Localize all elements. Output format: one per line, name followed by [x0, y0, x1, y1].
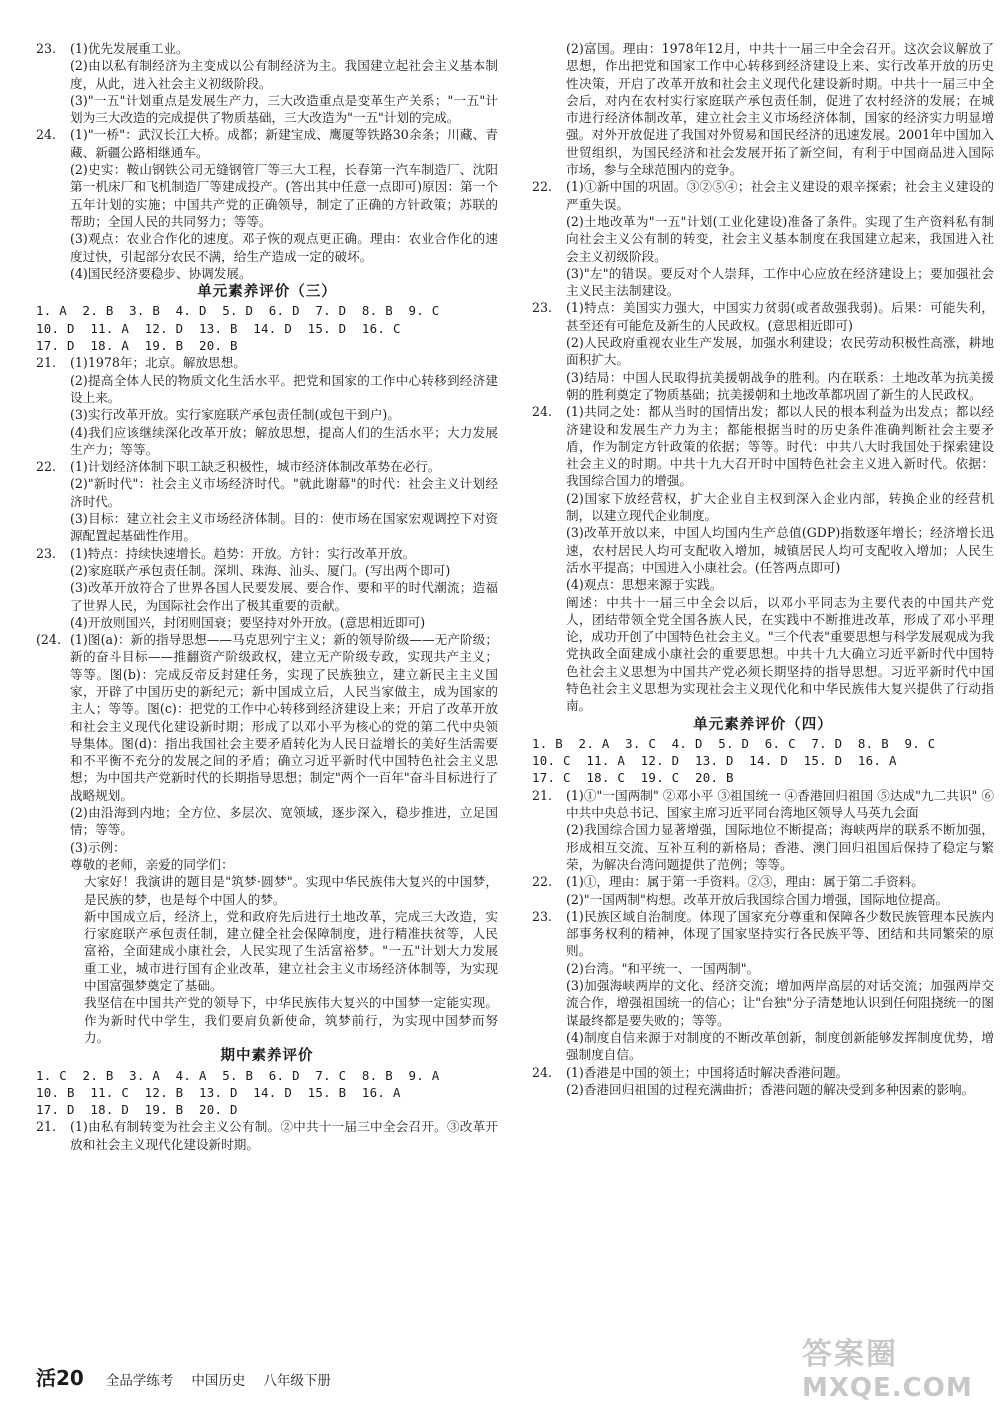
- answer-paragraph: (4)制度自信来源于对制度的不断改革创新，制度创新能够发挥制度优势，增强制度自信。: [566, 1029, 994, 1063]
- answer-paragraph: (2)家庭联产承包责任制。深圳、珠海、汕头、厦门。(写出两个即可): [70, 562, 451, 578]
- page-number: 活20: [36, 1366, 84, 1390]
- answer-paragraph: (2)人民政府重视农业生产发展，加强水利建设；农民劳动积极性高涨，耕地面积扩大。: [566, 335, 994, 368]
- question-block: [36, 545, 498, 562]
- answer-text: (1)计划经济体制下职工缺乏积极性，城市经济体制改革势在必行。: [70, 459, 441, 475]
- question-number: (24.: [36, 632, 61, 648]
- answer-paragraph: 尊敬的老师，亲爱的同学们：: [70, 856, 234, 872]
- choice-answers: 10. C 11. A 12. D 13. D 14. D 15. D 16. A: [532, 753, 897, 769]
- choice-answers: 1. B 2. A 3. C 4. D 5. D 6. C 7. D 8. B 9. C: [532, 735, 936, 751]
- answer-paragraph: (2)史实：鞍山钢铁公司无缝钢管厂等三大工程，长春第一汽车制造厂、沈阳第一机床厂和飞机制造厂等建成投产。(答出其中任意一点即可)原因：第一个五年计划的实施；中国共产党的正确领导，制定了正确的方针政策；苏联的帮助；全国人民的共同努力；等等。: [70, 162, 498, 229]
- answer-text: (1)"一桥"：武汉长江大桥。成都；新建宝成、鹰厦等铁路30余条；川藏、青藏、新疆公路相继通车。: [70, 127, 498, 160]
- answer-text: (1)①，理由：属于第一手资料。②③，理由：属于第二手资料。: [566, 874, 924, 890]
- question-number: 23.: [532, 908, 553, 924]
- answer-text: (1)特点：美国实力强大，中国实力贫弱(或者敌强我弱)。后果：可能失利，甚至还有可能危及新生的人民政权。(意思相近即可): [566, 300, 994, 333]
- question-number: 22.: [36, 459, 57, 475]
- watermark-line1: 答案圈: [802, 1337, 898, 1372]
- question-number: 21.: [36, 1119, 57, 1135]
- answer-paragraph: (3)目标：建立社会主义市场经济体制。目的：使市场在国家宏观调控下对资源配置起基础性作用。: [70, 511, 498, 544]
- question-block: [36, 631, 498, 804]
- question-number: 23.: [532, 300, 553, 316]
- answer-paragraph: 我坚信在中国共产党的领导下，中华民族伟大复兴的中国梦一定能实现。作为新时代中学生，我们要肩负新使命，筑梦前行，为实现中国梦而努力。: [84, 995, 498, 1045]
- section-heading: 单元素养评价（四）: [693, 716, 833, 733]
- answer-paragraph: (3)观点：农业合作化的速度。邓子恢的观点更正确。理由：农业合作化的速度过快，引起部分农民不满，给生产造成一定的破坏。: [70, 231, 498, 264]
- question-block: [532, 787, 994, 822]
- series-name: 全品学练考: [105, 1373, 174, 1389]
- answer-text: (1)由私有制转变为社会主义公有制。②中共十一届三中全会召开。③改革开放和社会主义现代化建设新时期。: [70, 1119, 498, 1152]
- question-block: [532, 299, 994, 334]
- answer-paragraph: (2)香港回归祖国的过程充满曲折；香港问题的解决受到多种因素的影响。: [566, 1081, 975, 1097]
- answer-text: (1)民族区域自治制度。体现了国家充分尊重和保障各少数民族管理本民族内部事务权利的精神，体现了国家坚持实行各民族平等、团结和共同繁荣的原则。: [566, 908, 994, 959]
- choice-answers: 17. D 18. A 19. B 20. B: [36, 338, 238, 354]
- page-footer: [36, 1362, 349, 1391]
- question-block: [532, 403, 994, 489]
- question-number: 22.: [532, 874, 553, 890]
- answer-paragraph: (3)实行改革开放。实行家庭联产承包责任制(或包干到户)。: [70, 407, 400, 423]
- question-number: 24.: [532, 404, 553, 420]
- section-heading: 单元素养评价（三）: [197, 284, 337, 301]
- choice-answers: 10. D 11. A 12. D 13. B 14. D 15. D 16. C: [36, 320, 401, 336]
- answer-paragraph: (2)我国综合国力显著增强，国际地位不断提高；海峡两岸的联系不断加强，形成相互交流、互补互利的新格局；香港、澳门回归祖国后保持了稳定与繁荣，为解决台湾问题提供了范例；等等。: [566, 822, 994, 872]
- answer-paragraph: (2)土地改革为"一五"计划(工业化建设)准备了条件。实现了生产资料私有制向社会主义公有制的转变，社会主义基本制度在我国建立起来，我国进入社会主义初级阶段。: [566, 213, 994, 264]
- choice-answers: 17. D 18. D 19. B 20. D: [36, 1102, 238, 1118]
- question-block: [36, 40, 498, 57]
- answer-paragraph: (3)改革开放以来，中国人均国内生产总值(GDP)指数逐年增长；经济增长迅速，农村居民人均可支配收入增加，城镇居民人均可支配收入增加；人民生活水平提高；中国进入小康社会。(任答两点即可): [566, 525, 994, 575]
- answer-paragraph: (2)台湾。"和平统一、一国两制"。: [566, 960, 760, 976]
- question-block: [532, 1064, 994, 1081]
- question-block: [532, 908, 994, 960]
- answer-text: (1)优先发展重工业。: [70, 41, 189, 56]
- question-number: 24.: [532, 1064, 553, 1080]
- choice-answers: 1. C 2. B 3. A 4. A 5. B 6. D 7. C 8. B 9. A: [36, 1067, 440, 1083]
- answer-paragraph: (3)改革开放符合了世界各国人民要发展、要合作、要和平的时代潮流；造福了世界人民，为国际社会作出了极其重要的贡献。: [70, 580, 498, 613]
- grade-name: 八年级下册: [263, 1373, 331, 1389]
- answer-paragraph: (3)"一五"计划重点是发展生产力，三大改造重点是变革生产关系；"一五"计划为三大改造的完成提供了物质基础，三大改造为"一五"计划的完成。: [70, 92, 498, 126]
- answer-paragraph: (3)结局：中国人民取得抗美援朝战争的胜利。内在联系：土地改革为抗美援朝的胜利奠定了物质基础；抗美援朝和土地改革都巩固了新生的人民政权。: [566, 369, 994, 402]
- question-number: 23.: [36, 545, 57, 561]
- question-block: [36, 458, 498, 475]
- answer-paragraph: (4)我们应该继续深化改革开放；解放思想，提高人们的生活水平；大力发展生产力；等等。: [70, 424, 498, 457]
- question-number: 23.: [36, 41, 57, 56]
- choice-answers: 1. A 2. B 3. B 4. D 5. D 6. D 7. D 8. B 9. C: [36, 303, 440, 319]
- answer-paragraph: (4)国民经济要稳步、协调发展。: [70, 265, 252, 281]
- question-block: [36, 354, 498, 371]
- answer-paragraph: (4)观点：思想来源于实践。: [566, 577, 723, 593]
- answer-paragraph: (2)由以私有制经济为主变成以公有制经济为主。我国建立起社会主义基本制度，从此，进入社会主义初级阶段。: [70, 58, 498, 91]
- answer-paragraph: (2)富国。理由：1978年12月，中共十一届三中全会召开。这次会议解放了思想，作出把党和国家工作中心转移到经济建设上来、实行改革开放的历史性决策，开启了改革开放和社会主义现代化建设新时期。中共十一届三中全会后，对内在农村实行家庭联产承包责任制，促进了农村经济的发展；在城市进行经济体制改革，建立社会主义市场经济体制，国家的经济实力明显增强。对外开放促进了我国对外贸易和国民经济的迅速发展。2001年中国加入世贸组织，为国民经济和社会发展开拓了新空间，有利于中国商品进入国际市场，参与全球范围内的竞争。: [566, 41, 994, 178]
- answer-paragraph: 大家好！我演讲的题目是"筑梦·圆梦"。实现中华民族伟大复兴的中国梦，是民族的梦，也是每个中国人的梦。: [84, 874, 498, 907]
- question-number: 21.: [532, 787, 553, 803]
- answer-paragraph: (3)"左"的错误。要反对个人崇拜，工作中心应放在经济建设上；要加强社会主义民主法制建设。: [566, 265, 994, 299]
- answer-text: (1)1978年；北京。解放思想。: [70, 355, 246, 371]
- answer-paragraph: (2)由沿海到内地；全方位、多层次、宽领域，逐步深入，稳步推进，立足国情；等等。: [70, 805, 498, 838]
- choice-answers: 17. C 18. C 19. C 20. B: [532, 770, 734, 786]
- answer-paragraph: (2)提高全体人民的物质文化生活水平。把党和国家的工作中心转移到经济建设上来。: [70, 372, 498, 405]
- answer-paragraph: (2)"新时代"：社会主义市场经济时代。"就此谢幕"的时代：社会主义计划经济时代。: [70, 476, 498, 509]
- watermark-logo: [802, 1329, 992, 1419]
- question-number: 22.: [532, 179, 553, 195]
- choice-answers: 10. B 11. C 12. B 13. D 14. D 15. B 16. A: [36, 1084, 401, 1100]
- question-number: 24.: [36, 127, 57, 143]
- right-column: [532, 40, 994, 1098]
- subject-name: 中国历史: [191, 1373, 246, 1389]
- answer-paragraph: (3)示例：: [70, 839, 126, 855]
- question-number: 21.: [36, 355, 57, 371]
- section-heading: 期中素养评价: [220, 1048, 314, 1065]
- answer-paragraph: (2)国家下放经营权，扩大企业自主权到深入企业内部，转换企业的经营机制，以建立现代企业制度。: [566, 490, 994, 524]
- answer-text: (1)共同之处：都从当时的国情出发；都以人民的根本利益为出发点；都以经济建设和发展生产力为主；都能根据当时的历史条件准确判断社会主要矛盾，作为制定方针政策的依据；等等。时代：中共八大时我国处于探索建设社会主义的时期。中共十九大召开时中国特色社会主义进入新时代。依据：我国综合国力的增强。: [566, 404, 994, 489]
- answer-paragraph: (3)加强海峡两岸的文化、经济交流；增加两岸高层的对话交流；加强两岸交流合作，增强祖国统一的信心；让"台独"分子清楚地认识到任何阻挠统一的图谋最终都是要失败的；等等。: [566, 978, 994, 1028]
- answer-text: (1)①"一国两制" ②邓小平 ③祖国统一 ④香港回归祖国 ⑤达成"九二共识" ⑥中共中央总书记、国家主席习近平同台湾地区领导人马英九会面: [566, 787, 994, 821]
- answer-text: (1)特点：持续快速增长。趋势：开放。方针：实行改革开放。: [70, 545, 416, 561]
- answer-text: (1)①新中国的巩固。③②⑤④；社会主义建设的艰辛探索；社会主义建设的严重失误。: [566, 179, 994, 212]
- answer-paragraph: (4)开放则国兴，封闭则国衰；要坚持对外开放。(意思相近即可): [70, 614, 426, 630]
- question-block: [532, 178, 994, 213]
- answer-paragraph: 阐述：中共十一届三中全会以后，以邓小平同志为主要代表的中国共产党人，团结带领全党全国各族人民，在实践中不断推进改革，形成了邓小平理论，成功开创了中国特色社会主义。"三个代表"重要思想与科学发展观成为我党执政全面建成小康社会的重要思想。中共十九大确立习近平新时代中国特色社会主义思想为中国共产党必须长期坚持的指导思想。习近平新时代中国特色社会主义思想为实现社会主义现代化和中华民族伟大复兴提供了行动指南。: [566, 594, 994, 714]
- answer-paragraph: (2)"一国两制"构想。改革开放后我国综合国力增强，国际地位提高。: [566, 891, 949, 907]
- question-block: [532, 873, 994, 890]
- watermark-line2: MXQE.COM: [802, 1373, 973, 1403]
- answer-text: (1)香港是中国的领土；中国将适时解决香港问题。: [566, 1064, 849, 1080]
- left-column: [36, 40, 498, 1153]
- answer-paragraph: 新中国成立后，经济上，党和政府先后进行土地改革，完成三大改造，实行家庭联产承包责任制，建立健全社会保障制度，进行精准扶贫等，人民富裕，全面建成小康社会，人民实现了生活富裕梦。"一五"计划大力发展重工业，城市进行国有企业改革，建立社会主义市场经济体制等，为实现中国富强梦奠定了基础。: [84, 908, 498, 994]
- question-block: [36, 1118, 498, 1153]
- answer-text: (1)图(a)：新的指导思想——马克思列宁主义；新的领导阶级——无产阶级；新的奋斗目标——推翻资产阶级政权，建立无产阶级专政，实现共产主义；等等。图(b)：完成反帝反封建任务，实现了民族独立，建立新民主主义国家，开辟了中国历史的新纪元；新中国成立后，人民当家做主，成为国家的主人；等等。图(c)：把党的工作中心转移到经济建设上来；开启了改革开放和社会主义现代化建设新时期；形成了以邓小平为核心的党的第二代中央领导集体。图(d)：指出我国社会主要矛盾转化为人民日益增长的美好生活需要和不平衡不充分的发展之间的矛盾；确立习近平新时代中国特色社会主义思想；为中国共产党新时代的长期指导思想；制定"两个一百年"奋斗目标进行了战略规划。: [70, 632, 498, 803]
- question-block: [36, 126, 498, 161]
